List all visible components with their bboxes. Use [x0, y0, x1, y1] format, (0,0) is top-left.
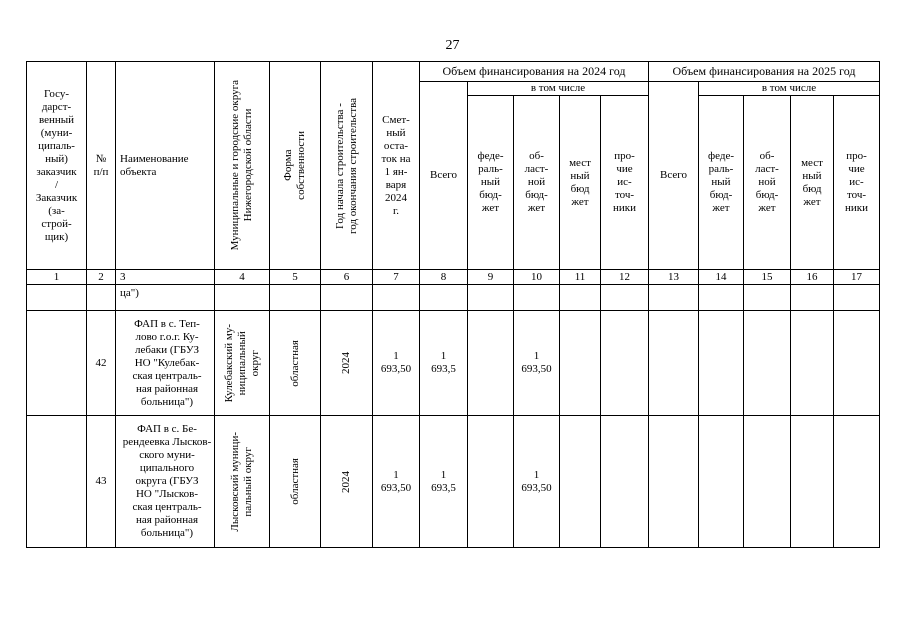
header-years: Год начала строительства - год окончания строительства	[321, 62, 373, 270]
header-municipality: Муниципальные и городские округа Нижегородской области	[215, 62, 270, 270]
header-total-2024: Всего	[420, 82, 468, 270]
column-number: 3	[116, 270, 215, 285]
header-including-2025: в том числе	[699, 82, 880, 96]
table-row	[27, 416, 880, 548]
column-number: 6	[321, 270, 373, 285]
header-estimate-balance: Смет- ный оста- ток на 1 ян- варя 2024 г.	[373, 62, 420, 270]
column-number: 9	[468, 270, 514, 285]
total-2024: 1 693,5	[420, 311, 468, 416]
regional-2024: 1 693,50	[514, 416, 560, 548]
estimate-balance: 1 693,50	[373, 311, 420, 416]
header-total-2025: Всего	[649, 82, 699, 270]
header-other-2025: про- чие ис- точ- ники	[834, 96, 880, 270]
column-number: 1	[27, 270, 87, 285]
ownership: областная	[270, 311, 321, 416]
municipality: Кулебакский му- ниципальный округ	[215, 311, 270, 416]
regional-2024: 1 693,50	[514, 311, 560, 416]
object-name: ФАП в с. Теп- лово г.о.г. Ку- лебаки (ГБУЗ НО "Кулебак- ская централь- ная районная больница")	[116, 311, 215, 416]
header-federal-2024: феде- раль- ный бюд- жет	[468, 96, 514, 270]
financing-table	[26, 61, 880, 548]
page-number: 27	[445, 38, 460, 53]
column-number: 8	[420, 270, 468, 285]
column-number: 13	[649, 270, 699, 285]
header-funding-2024: Объем финансирования на 2024 год	[420, 62, 649, 82]
header-federal-2025: феде- раль- ный бюд- жет	[699, 96, 744, 270]
column-number: 2	[87, 270, 116, 285]
header-object-name: Наименование объекта	[116, 62, 215, 270]
column-number: 7	[373, 270, 420, 285]
ownership: областная	[270, 416, 321, 548]
row-number: 43	[87, 416, 116, 548]
column-number: 10	[514, 270, 560, 285]
header-funding-2025: Объем финансирования на 2025 год	[649, 62, 880, 82]
header-local-2024: мест ный бюд жет	[560, 96, 601, 270]
header-customer: Госу- дарст- венный (муни- ципаль- ный) заказчик / Заказчик (за- строй- щик)	[27, 62, 87, 270]
column-number: 4	[215, 270, 270, 285]
continuation-name: ца")	[116, 285, 215, 311]
header-other-2024: про- чие ис- точ- ники	[601, 96, 649, 270]
municipality: Лысковский муници- пальный округ	[215, 416, 270, 548]
column-number: 11	[560, 270, 601, 285]
years: 2024	[321, 311, 373, 416]
object-name: ФАП в с. Бе- рендеевка Лысков- ского муни- ципального округа (ГБУЗ НО "Лысков- ская централь- ная районная больница")	[116, 416, 215, 548]
header-ownership: Форма собственности	[270, 62, 321, 270]
column-number-row	[27, 270, 880, 285]
header-local-2025: мест ный бюд жет	[791, 96, 834, 270]
column-number: 5	[270, 270, 321, 285]
column-number: 14	[699, 270, 744, 285]
header-regional-2024: об- ласт- ной бюд- жет	[514, 96, 560, 270]
column-number: 16	[791, 270, 834, 285]
column-number: 17	[834, 270, 880, 285]
table-row	[27, 311, 880, 416]
row-number: 42	[87, 311, 116, 416]
column-number: 12	[601, 270, 649, 285]
header-including-2024: в том числе	[468, 82, 649, 96]
header-regional-2025: об- ласт- ной бюд- жет	[744, 96, 791, 270]
column-number: 15	[744, 270, 791, 285]
continuation-row	[27, 285, 880, 311]
estimate-balance: 1 693,50	[373, 416, 420, 548]
header-number: № п/п	[87, 62, 116, 270]
years: 2024	[321, 416, 373, 548]
total-2024: 1 693,5	[420, 416, 468, 548]
